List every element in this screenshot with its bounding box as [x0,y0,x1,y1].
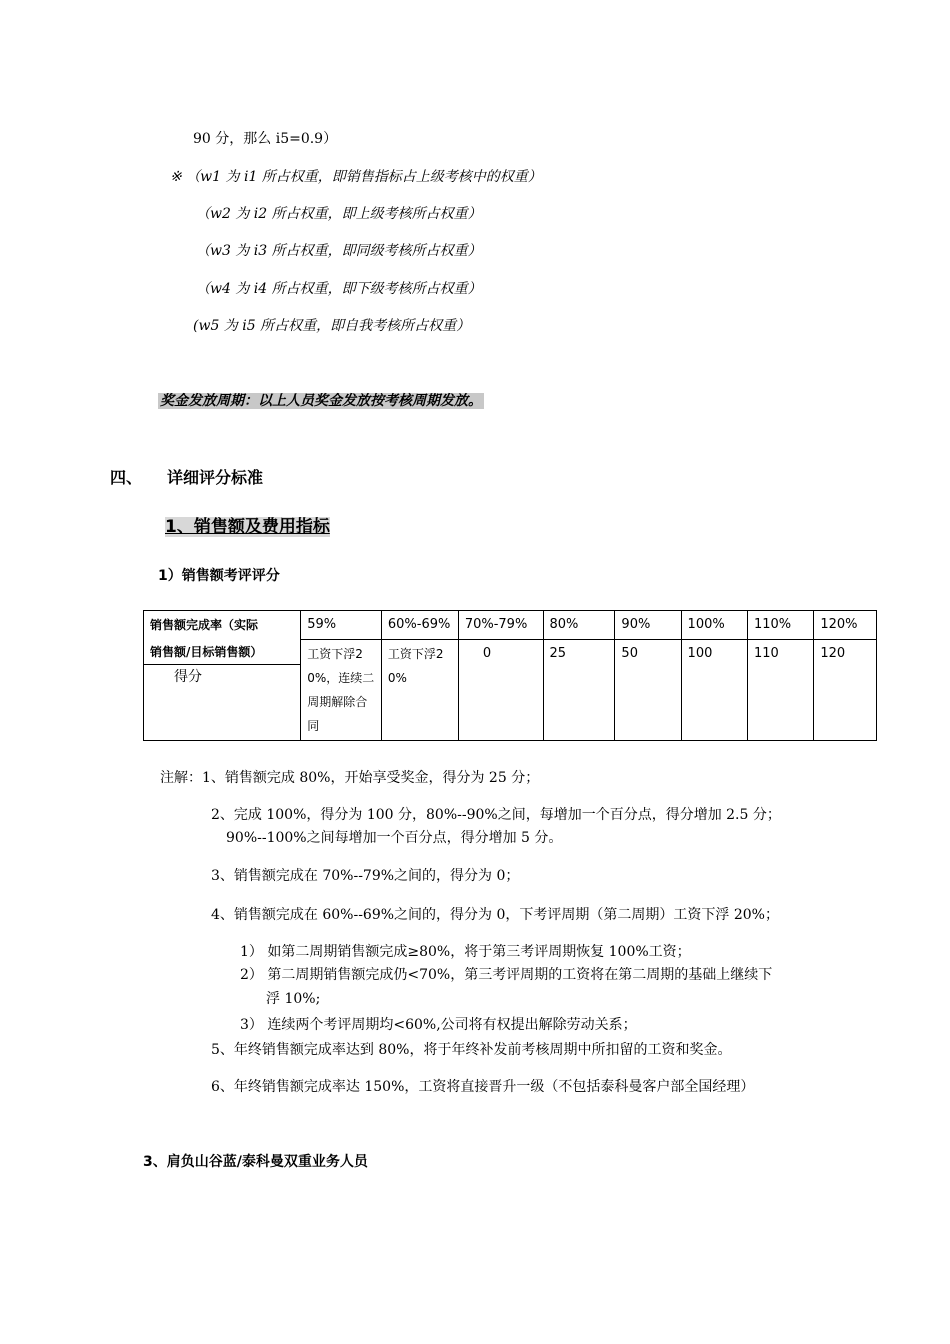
sales-score-table [143,610,877,741]
score-cell: 25 [543,640,615,741]
score-cell: 工资下浮20% [381,640,458,741]
section-4-title: 详细评分标准 [167,468,264,487]
weight-note-w5: (w5 为 i5 所占权重，即自我考核所占权重） [193,318,471,334]
weight-note-w3: （w3 为 i3 所占权重，即同级考核所占权重） [196,243,482,259]
score-cell: 工资下浮20%，连续二周期解除合同 [301,640,382,741]
table-row [144,640,877,741]
score-cell: 100 [681,640,747,741]
formula-line: 90 分，那么 i5=0.9） [193,131,338,147]
note-4-sub-2: 2） 第二周期销售额完成仍<70%，第三考评周期的工资将在第二周期的基础上继续下 [240,967,773,983]
row-label-rate: 销售额完成率（实际 [144,611,301,640]
header-cell: 60%-69% [381,611,458,640]
note-3: 3、销售额完成在 70%--79%之间的，得分为 0； [211,868,520,884]
note-2: 2、完成 100%，得分为 100 分，80%--90%之间，每增加一个百分点，得分增加 2.5 分； [211,807,781,823]
note-5: 5、年终销售额完成率达到 80%，将于年终补发前考核周期中所扣留的工资和奖金。 [211,1042,732,1058]
header-cell: 100% [681,611,747,640]
note-4-sub-2-continued: 浮 10%; [266,991,321,1007]
weight-note-w2: （w2 为 i2 所占权重，即上级考核所占权重） [196,206,482,222]
note-4: 4、销售额完成在 60%--69%之间的，得分为 0，下考评周期（第二周期）工资下浮 20%； [211,907,779,923]
score-cell: 0 [458,640,543,741]
section-4-number: 四、 [110,468,143,487]
note-2-continued: 90%--100%之间每增加一个百分点，得分增加 5 分。 [226,830,563,846]
header-cell: 90% [615,611,681,640]
subsection-3-title: 3、肩负山谷蓝/泰科曼双重业务人员 [143,1154,368,1170]
weight-note-w1: ※ （w1 为 i1 所占权重，即销售指标占上级考核中的权重） [170,169,542,185]
subsection-1-title: 1、销售额及费用指标 [165,517,330,537]
weight-note-w4: （w4 为 i4 所占权重，即下级考核所占权重） [196,281,482,297]
header-cell: 59% [301,611,382,640]
note-4-sub-3: 3） 连续两个考评周期均<60%,公司将有权提出解除劳动关系； [240,1017,637,1033]
subsection-1-1-title: 1）销售额考评评分 [158,568,280,584]
note-4-sub-1: 1） 如第二周期销售额完成≥80%，将于第三考评周期恢复 100%工资； [240,944,691,960]
row-label-score: 销售额/目标销售额） 得分 [144,640,301,741]
header-cell: 80% [543,611,615,640]
note-6: 6、年终销售额完成率达 150%，工资将直接晋升一级（不包括泰科曼客户部全国经理） [211,1079,755,1095]
note-1: 注解：1、销售额完成 80%，开始享受奖金，得分为 25 分； [160,770,540,786]
header-cell: 120% [814,611,877,640]
bonus-cycle-note: 奖金发放周期：以上人员奖金发放按考核周期发放。 [160,393,482,409]
score-cell: 110 [747,640,813,741]
score-cell: 50 [615,640,681,741]
header-cell: 110% [747,611,813,640]
table-row [144,611,877,640]
score-cell: 120 [814,640,877,741]
header-cell: 70%-79% [458,611,543,640]
